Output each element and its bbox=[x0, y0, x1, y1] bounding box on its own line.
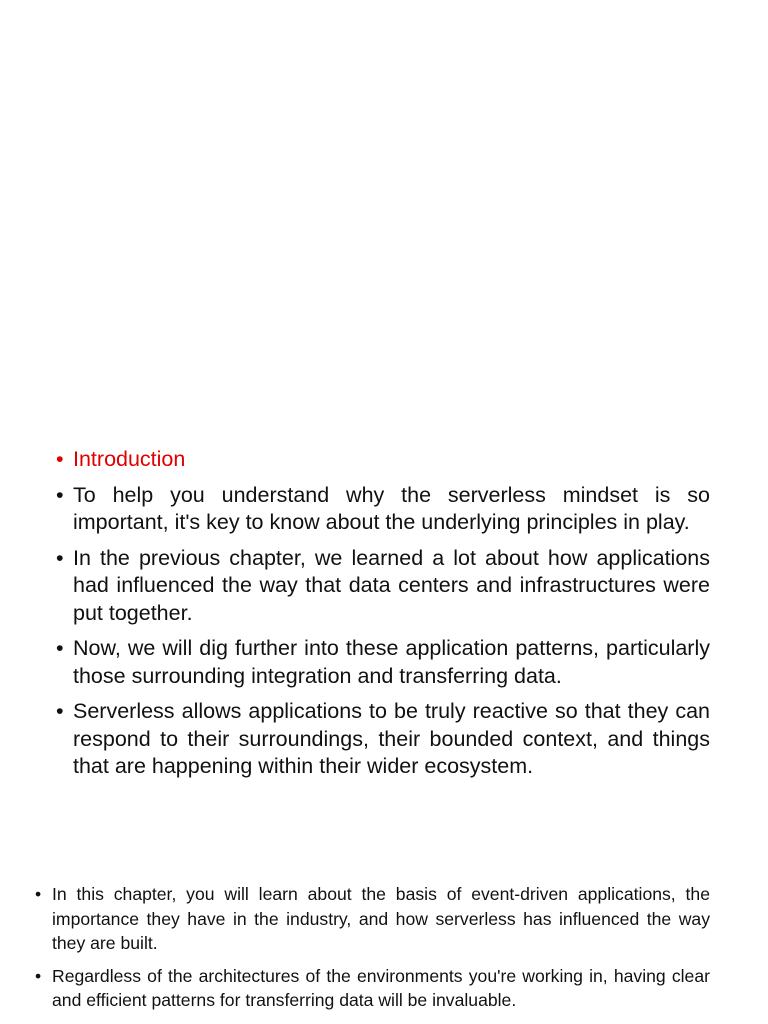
bullet-heading-introduction: • Introduction bbox=[56, 446, 710, 474]
bullet-point-2: • In the previous chapter, we learned a lot about how applications had influenced the way that data centers and infrastructures were put together. bbox=[56, 545, 710, 628]
bullet-point-4: • Serverless allows applications to be truly reactive so that they can respond to their surroundings, their bounded context, and things that are happening within their wider ecosystem. bbox=[56, 698, 710, 781]
bullet-point-1: • To help you understand why the serverless mindset is so important, it's key to know about the underlying principles in play. bbox=[56, 482, 710, 537]
secondary-bullet-point-1: • In this chapter, you will learn about the basis of event-driven applications, the importance they have in the industry, and how serverless has influenced the way they are built. bbox=[35, 882, 710, 956]
main-bullet-list bbox=[56, 446, 710, 789]
bullet-point-3: • Now, we will dig further into these application patterns, particularly those surrounding integration and transferring data. bbox=[56, 635, 710, 690]
secondary-bullet-point-2: • Regardless of the architectures of the environments you're working in, having clear and efficient patterns for transferring data will be invaluable. bbox=[35, 964, 710, 1013]
secondary-bullet-list bbox=[35, 882, 710, 1021]
